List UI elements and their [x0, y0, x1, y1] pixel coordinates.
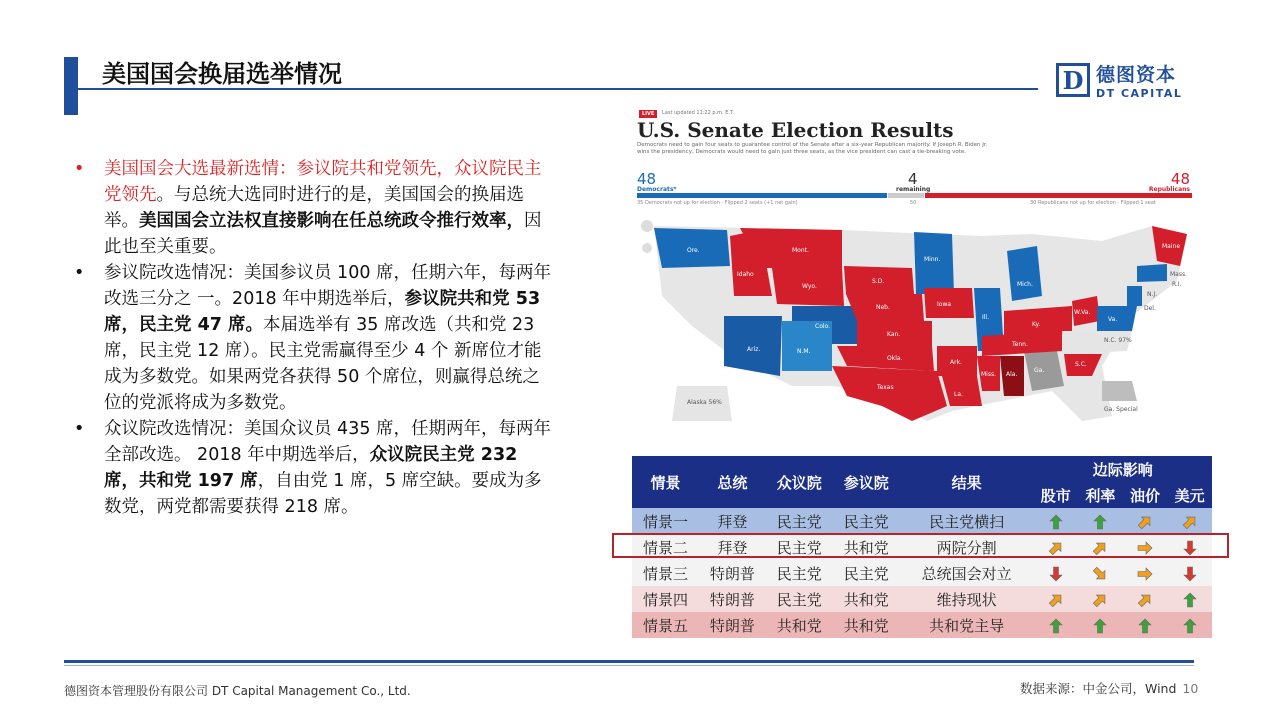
cell-president: 特朗普 — [699, 560, 766, 586]
label-nm: N.M. — [797, 348, 811, 355]
cell-impact — [1123, 612, 1168, 638]
cell-president: 拜登 — [699, 534, 766, 560]
map-subtitle: Democrats need to gain four seats to guarantee control of the Senate after a six-year Republican majority. If Joseph R. Biden Jr. wins the presidency, Democrats would need to gain just three seats, as the vice president can cast a tie-breaking vote. — [637, 142, 988, 155]
cell-house: 民主党 — [766, 586, 833, 612]
arrow-up-icon — [1092, 514, 1108, 530]
cell-house: 民主党 — [766, 508, 833, 534]
cell-impact — [1167, 586, 1212, 612]
title-accent-bar — [64, 57, 78, 115]
arrow-upright-icon — [1137, 592, 1153, 608]
logo-name-en: DT CAPITAL — [1096, 87, 1183, 100]
arrow-up-icon — [1182, 592, 1198, 608]
cell-scenario: 情景五 — [632, 612, 699, 638]
reset-icon[interactable] — [642, 243, 652, 253]
bullet-bold: 众议院民主党 232 席，共和党 197 席 — [104, 445, 518, 491]
cell-result: 两院分割 — [900, 534, 1034, 560]
col-oil: 油价 — [1123, 482, 1168, 508]
bullet-marker: • — [74, 159, 85, 179]
bullet-marker: • — [74, 263, 85, 283]
state-minn — [914, 232, 954, 294]
arrow-up-icon — [1092, 618, 1108, 634]
label-kan: Kan. — [887, 331, 901, 338]
bullet-bold: 参议院共和党 53 席，民主党 47 席。 — [104, 289, 541, 335]
label-idaho: Idaho — [737, 271, 754, 278]
page-title: 美国国会换届选举情况 — [102, 60, 342, 88]
arrow-upright-icon — [1137, 514, 1153, 530]
dem-note: 35 Democrats not up for election · Flipped 2 seats (+1 net gain) — [637, 200, 798, 206]
label-mich: Mich. — [1017, 281, 1033, 288]
state-nj — [1127, 286, 1142, 306]
cell-senate: 民主党 — [833, 560, 900, 586]
bullet-text: 参议院改选情况：美国参议员 100 席，任期六年，每两年改选三分之 一。2018 年中期选举后， — [104, 263, 552, 309]
company-logo — [1056, 60, 1182, 100]
label-okla: Okla. — [887, 355, 903, 362]
label-va: Va. — [1108, 316, 1118, 323]
state-mich — [1007, 246, 1042, 301]
arrow-down-icon — [1182, 566, 1198, 582]
cell-impact — [1034, 508, 1079, 534]
arrow-upright-icon — [1092, 592, 1108, 608]
label-nj: N.J. — [1147, 291, 1158, 298]
highlight-box — [612, 533, 1229, 558]
arrow-up-icon — [1182, 618, 1198, 634]
dem-count: 48 — [637, 170, 657, 188]
rep-bar — [925, 193, 1192, 198]
label-mass: Mass. — [1170, 271, 1188, 278]
arrow-downright-icon — [1092, 566, 1108, 582]
label-wva: W.Va. — [1074, 309, 1091, 316]
col-scenario: 情景 — [632, 456, 699, 508]
cell-impact — [1078, 508, 1123, 534]
label-ariz: Ariz. — [747, 346, 761, 353]
col-president: 总统 — [699, 456, 766, 508]
label-sc: S.C. — [1075, 361, 1087, 368]
zoom-icon[interactable] — [641, 220, 653, 232]
page-number: 10 — [1182, 681, 1199, 696]
dem-label: Democrats* — [637, 186, 677, 193]
label-la: La. — [954, 391, 963, 398]
arrow-upright-icon — [1048, 592, 1064, 608]
remaining-label: remaining — [896, 186, 931, 193]
cell-impact — [1078, 612, 1123, 638]
label-tenn: Tenn. — [1012, 341, 1028, 348]
col-stocks: 股市 — [1034, 482, 1079, 508]
cell-house: 民主党 — [766, 534, 833, 560]
logo-name-cn: 德图资本 — [1096, 64, 1177, 86]
map-title: U.S. Senate Election Results — [637, 118, 954, 142]
col-senate: 参议院 — [833, 456, 900, 508]
label-ri: R.I. — [1172, 281, 1182, 288]
remaining-count: 4 — [908, 170, 918, 188]
col-result: 结果 — [900, 456, 1034, 508]
cell-president: 拜登 — [699, 508, 766, 534]
bullet-text: ，自由党 1 席，5 席空缺。要成为多数党，两党都需要获得 218 席。 — [104, 471, 542, 517]
label-iowa: Iowa — [937, 301, 952, 308]
logo-mark: D — [1056, 63, 1090, 97]
col-impact: 边际影响 — [1034, 456, 1213, 482]
col-usd: 美元 — [1167, 482, 1212, 508]
senate-results-map — [632, 106, 1210, 428]
cell-senate: 共和党 — [833, 612, 900, 638]
table-row — [632, 612, 1212, 638]
label-neb: Neb. — [876, 304, 890, 311]
label-sd: S.D. — [872, 278, 885, 285]
cell-impact — [1167, 560, 1212, 586]
footer-divider-thin — [64, 665, 1194, 666]
arrow-up-icon — [1048, 514, 1064, 530]
cell-scenario: 情景四 — [632, 586, 699, 612]
title-divider — [78, 88, 1038, 90]
cell-impact — [1167, 508, 1212, 534]
footer-divider — [64, 660, 1194, 663]
label-minn: Minn. — [924, 256, 941, 263]
cell-impact — [1034, 612, 1079, 638]
mid-note: 50 — [910, 200, 917, 206]
cell-house: 共和党 — [766, 612, 833, 638]
cell-result: 民主党横扫 — [900, 508, 1034, 534]
cell-result: 维持现状 — [900, 586, 1034, 612]
us-map-graphic — [632, 206, 1210, 428]
state-ga-special — [1102, 381, 1137, 401]
bullet-list — [74, 156, 556, 520]
label-ill: Ill. — [982, 314, 990, 321]
label-ala: Ala. — [1006, 371, 1018, 378]
cell-senate: 共和党 — [833, 586, 900, 612]
label-maine: Maine — [1162, 243, 1181, 250]
label-nc: N.C. 97% — [1104, 337, 1132, 344]
rep-note: 30 Republicans not up for election · Flipped 1 seat — [1030, 200, 1156, 206]
cell-president: 特朗普 — [699, 612, 766, 638]
cell-result: 总统国会对立 — [900, 560, 1034, 586]
cell-impact — [1034, 586, 1079, 612]
rep-count: 48 — [1170, 170, 1190, 188]
live-badge: LIVE — [639, 110, 657, 118]
bullet-text: 。与总统大选同时进行的是，美国国会的换届选举。 — [104, 185, 524, 231]
footer-source: 数据来源：中金公司，Wind — [1020, 681, 1177, 696]
bullet-text: 众议院改选情况：美国众议员 435 席，任期两年，每两年全部改选。 2018 年中期选举后， — [104, 419, 552, 465]
label-mont: Mont. — [792, 247, 809, 254]
arrow-up-icon — [1137, 618, 1153, 634]
arrow-right-icon — [1137, 566, 1153, 582]
arrow-down-icon — [1048, 566, 1064, 582]
label-ky: Ky. — [1032, 321, 1041, 328]
arrow-upright-icon — [1182, 514, 1198, 530]
cell-impact — [1167, 612, 1212, 638]
cell-president: 特朗普 — [699, 586, 766, 612]
cell-scenario: 情景二 — [632, 534, 699, 560]
dem-bar — [637, 193, 887, 198]
table-row — [632, 586, 1212, 612]
cell-senate: 共和党 — [833, 534, 900, 560]
cell-impact — [1078, 586, 1123, 612]
bullet-text: 本届选举有 35 席改选（共和党 23 席，民主党 12 席）。民主党需赢得至少 4 个 新席位才能成为多数党。如果两党各获得 50 个席位，则赢得总统之位的党派将成为多数党。 — [104, 315, 542, 413]
bullet-house — [74, 416, 556, 520]
col-rates: 利率 — [1078, 482, 1123, 508]
cell-result: 共和党主导 — [900, 612, 1034, 638]
remaining-bar — [888, 193, 924, 198]
label-del: Del. — [1144, 305, 1156, 312]
cell-scenario: 情景一 — [632, 508, 699, 534]
table-row — [632, 508, 1212, 534]
bullet-text: 因此也至关重要。 — [104, 211, 542, 257]
cell-impact — [1078, 560, 1123, 586]
label-colo: Colo. — [815, 323, 830, 330]
last-updated: Last updated 11:22 p.m. E.T. — [662, 110, 734, 116]
label-ore: Ore. — [687, 247, 700, 254]
cell-senate: 民主党 — [833, 508, 900, 534]
cell-impact — [1034, 560, 1079, 586]
table-row — [632, 560, 1212, 586]
cell-impact — [1123, 560, 1168, 586]
footer-company: 德图资本管理股份有限公司 DT Capital Management Co., Ltd. — [64, 684, 411, 698]
label-miss: Miss. — [981, 371, 997, 378]
bullet-marker: • — [74, 419, 85, 439]
footer-source-block — [1020, 679, 1198, 697]
state-mass — [1137, 264, 1167, 282]
cell-impact — [1123, 586, 1168, 612]
bullet-congress — [74, 156, 556, 260]
cell-house: 民主党 — [766, 560, 833, 586]
cell-impact — [1123, 508, 1168, 534]
cell-scenario: 情景三 — [632, 560, 699, 586]
label-ga: Ga. — [1034, 367, 1045, 374]
state-texas — [832, 366, 947, 421]
rep-label: Republicans — [1148, 186, 1190, 193]
label-wyo: Wyo. — [802, 283, 817, 290]
bullet-highlight: 美国国会大选最新选情：参议院共和党领先，众议院民主党领先 — [104, 159, 542, 205]
label-alaska: Alaska 56% — [687, 399, 722, 406]
label-ga-special: Ga. Special — [1104, 406, 1138, 413]
col-house: 众议院 — [766, 456, 833, 508]
label-texas: Texas — [877, 384, 894, 391]
bullet-bold: 美国国会立法权直接影响在任总统政令推行效率， — [139, 211, 524, 231]
label-ark: Ark. — [950, 359, 962, 366]
bullet-senate — [74, 260, 556, 416]
arrow-up-icon — [1048, 618, 1064, 634]
